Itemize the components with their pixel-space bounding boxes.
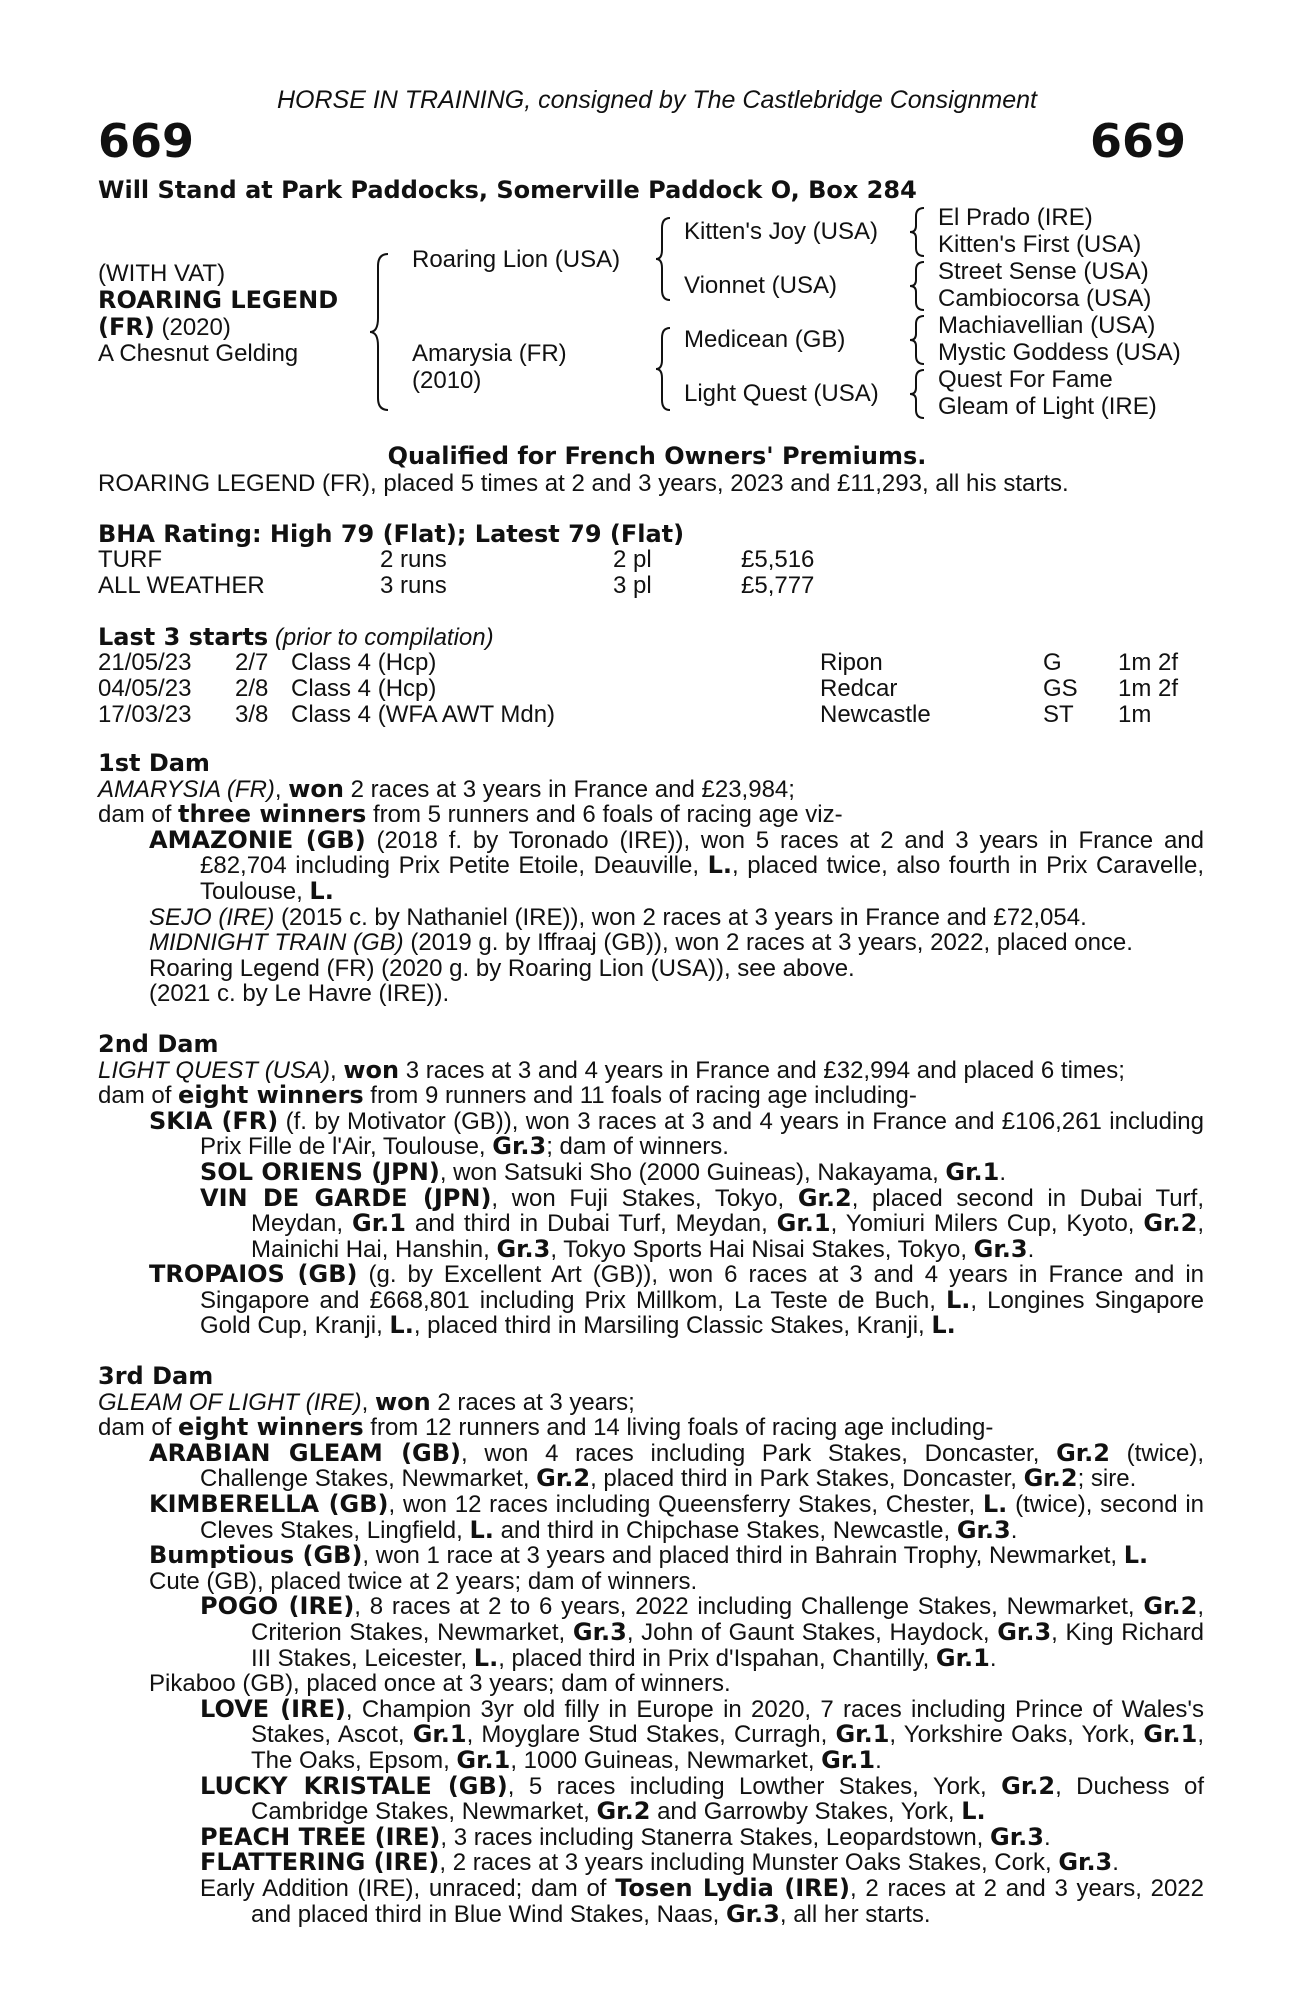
offspring-entry: POGO (IRE), 8 races at 2 to 6 years, 2022 including Challenge Stakes, Newmarket, Gr.2, Criterion Stakes, Newmarket, Gr.3, John of Gaunt Stakes, Haydock, Gr.3, King Richard III Stakes, Leicester, L., placed third in Prix d'Ispahan, Chantilly, Gr.1. bbox=[200, 1592, 1204, 1672]
offspring-text: , Longines Singapore Gold Cup, Kranji, bbox=[200, 1286, 1205, 1340]
sire-name: Roaring Lion (USA) bbox=[412, 246, 621, 273]
offspring-text: Early Addition (IRE), unraced; dam of bbox=[200, 1874, 616, 1902]
third-dam-record: GLEAM OF LIGHT (IRE), won 2 races at 3 years; bbox=[98, 1387, 635, 1416]
winners-count: eight winners bbox=[178, 1081, 364, 1110]
section-gap bbox=[98, 1007, 1204, 1032]
offspring-name: PEACH TREE (IRE) bbox=[200, 1822, 441, 1851]
sire-dam: Vionnet (USA) bbox=[684, 272, 837, 299]
pedigree-brace-g3 bbox=[908, 314, 928, 366]
offspring-entry: VIN DE GARDE (JPN), won Fuji Stakes, Tokyo, Gr.2, placed second in Dubai Turf, Meydan, Gr.1 and third in Dubai Turf, Meydan, Gr.1, Yomiuri Milers Cup, Kyoto, Gr.2, Mainichi Hai, Hanshin, Gr.3, Tokyo Sports Hai Nisai Stakes, Tokyo, Gr.3. bbox=[200, 1183, 1205, 1263]
dam-sections bbox=[98, 751, 1204, 1927]
offspring-name: FLATTERING (IRE) bbox=[200, 1848, 440, 1877]
offspring-entry: KIMBERELLA (GB), won 12 races including Queensferry Stakes, Chester, L. (twice), second in Cleves Stakes, Lingfield, L. and third in Chipchase Stakes, Newcastle, Gr.3. bbox=[149, 1490, 1204, 1544]
first-dam-record: AMARYSIA (FR), won 2 races at 3 years in France and £23,984; bbox=[98, 774, 795, 803]
offspring-text: , won 1 race at 3 years and placed third in Bahrain Trophy, Newmarket, bbox=[362, 1542, 1124, 1570]
offspring-text: and Garrowby Stakes, York, bbox=[650, 1798, 962, 1826]
second-dam-heading: 2nd Dam bbox=[98, 1029, 219, 1058]
group-mark: Gr.2 bbox=[536, 1464, 591, 1493]
offspring-text: , Champion 3yr old filly in Europe in 2020, 7 races including Prince of Wales's Stakes, Ascot, bbox=[251, 1695, 1205, 1749]
rating-prize: £5,777 bbox=[741, 572, 815, 599]
listed-mark: L. bbox=[961, 1797, 986, 1826]
offspring-text: , Moyglare Stud Stakes, Curragh, bbox=[466, 1721, 836, 1749]
dam-year: (2010) bbox=[412, 367, 482, 394]
offspring-text: , Tokyo Sports Hai Nisai Stakes, Tokyo, bbox=[550, 1235, 974, 1263]
offspring-text: , Yorkshire Oaks, York, bbox=[889, 1721, 1144, 1749]
start-date: 04/05/23 bbox=[98, 675, 192, 702]
offspring-text: ; dam of winners. bbox=[546, 1133, 729, 1161]
listed-mark: L. bbox=[707, 851, 732, 880]
offspring-text: , Duchess of Cambridge Stakes, Newmarket, bbox=[251, 1772, 1205, 1826]
rating-runs: 3 runs bbox=[380, 572, 447, 599]
group-mark: Gr.3 bbox=[973, 1234, 1028, 1263]
offspring-text: , placed twice, also fourth in Prix Caravelle, Toulouse, bbox=[200, 852, 1204, 905]
offspring-text: (twice), second in Cleves Stakes, Lingfield, bbox=[200, 1491, 1204, 1544]
offspring-name: LUCKY KRISTALE (GB) bbox=[200, 1771, 508, 1800]
group-mark: Gr.2 bbox=[1143, 1592, 1198, 1621]
first-dam-produce bbox=[98, 802, 1204, 828]
offspring-text: and third in Chipchase Stakes, Newcastle, bbox=[493, 1516, 957, 1544]
start-going: GS bbox=[1043, 675, 1078, 702]
second-dam-record: LIGHT QUEST (USA), won 3 races at 3 and 4 years in France and £32,994 and placed 6 times; bbox=[98, 1055, 1125, 1084]
start-going: ST bbox=[1043, 701, 1074, 728]
group-mark: Gr.1 bbox=[352, 1209, 406, 1238]
start-position: 2/7 bbox=[235, 649, 269, 676]
group-mark: Gr.1 bbox=[1143, 1720, 1198, 1749]
rating-prize: £5,516 bbox=[741, 546, 815, 573]
start-going: G bbox=[1043, 649, 1062, 676]
offspring-text: , all her starts. bbox=[779, 1900, 931, 1928]
offspring-text: , placed third in Park Stakes, Doncaster, bbox=[590, 1465, 1024, 1493]
rating-runs: 2 runs bbox=[380, 546, 447, 573]
offspring-entry: FLATTERING (IRE), 2 races at 3 years including Munster Oaks Stakes, Cork, Gr.3. bbox=[200, 1848, 1119, 1877]
rating-surface: TURF bbox=[98, 546, 162, 573]
last-starts-heading: Last 3 starts bbox=[98, 623, 269, 651]
dam-name: Amarysia (FR) bbox=[412, 340, 567, 367]
group-mark: Gr.3 bbox=[725, 1899, 780, 1928]
offspring-entry: Roaring Legend (FR) (2020 g. by Roaring Lion (USA)), see above. bbox=[149, 954, 855, 982]
premiums-note: Qualified for French Owners' Premiums. bbox=[387, 442, 927, 470]
group-mark: Gr.1 bbox=[776, 1209, 831, 1238]
offspring-text: , placed third in Prix d'Ispahan, Chantilly, bbox=[498, 1644, 936, 1672]
offspring-text: , 1000 Guineas, Newmarket, bbox=[510, 1746, 822, 1774]
offspring-text: (2019 g. by Iffraaj (GB)), won 2 races at 3 years, 2022, placed once. bbox=[403, 929, 1133, 957]
listed-mark: L. bbox=[1123, 1541, 1149, 1570]
stand-location: Will Stand at Park Paddocks, Somerville Paddock O, Box 284 bbox=[98, 176, 917, 204]
listed-mark: L. bbox=[982, 1490, 1008, 1519]
offspring-entry: PEACH TREE (IRE), 3 races including Stanerra Stakes, Leopardstown, Gr.3. bbox=[200, 1822, 1051, 1851]
second-dam-name: LIGHT QUEST (USA) bbox=[98, 1056, 331, 1084]
start-distance: 1m 2f bbox=[1118, 649, 1179, 676]
dam-of-label: dam of bbox=[98, 1414, 179, 1442]
listed-mark: L. bbox=[389, 1311, 414, 1340]
grandsire-2: Kitten's First (USA) bbox=[938, 231, 1142, 258]
group-mark: Gr.3 bbox=[990, 1822, 1044, 1851]
winners-rest: from 12 runners and 14 living foals of racing age including- bbox=[363, 1414, 994, 1442]
last-starts-title bbox=[98, 623, 494, 652]
offspring-name: SEJO (IRE) bbox=[149, 903, 275, 931]
listed-mark: L. bbox=[309, 876, 334, 905]
start-distance: 1m bbox=[1118, 701, 1152, 728]
won-label: won bbox=[288, 774, 344, 803]
consignment-line: HORSE IN TRAINING, consigned by The Castlebridge Consignment bbox=[276, 86, 1038, 114]
horse-year: (2020) bbox=[154, 314, 231, 341]
winners-rest: from 9 runners and 11 foals of racing age including- bbox=[363, 1082, 917, 1110]
rating-placed: 2 pl bbox=[613, 546, 652, 573]
offspring-text: (2015 c. by Nathaniel (IRE)), won 2 races at 3 years in France and £72,054. bbox=[274, 903, 1087, 931]
offspring-entry: (2021 c. by Le Havre (IRE)). bbox=[149, 980, 450, 1008]
horse-name: ROARING LEGEND bbox=[98, 286, 339, 314]
group-mark: Gr.1 bbox=[935, 1643, 990, 1672]
offspring-name: ARABIAN GLEAM (GB) bbox=[149, 1438, 462, 1467]
last-starts-subtitle: (prior to compilation) bbox=[268, 624, 494, 651]
listed-mark: L. bbox=[469, 1515, 494, 1544]
pedigree-brace-sire bbox=[654, 216, 674, 302]
offspring-text: , King Richard III Stakes, Leicester, bbox=[251, 1619, 1204, 1672]
offspring-entry: Pikaboo (GB), placed once at 3 years; dam of winners. bbox=[149, 1670, 731, 1698]
offspring-text: , placed second in Dubai Turf, Meydan, bbox=[251, 1184, 1204, 1238]
offspring-name: KIMBERELLA (GB) bbox=[149, 1490, 389, 1519]
group-mark: Gr.3 bbox=[956, 1515, 1011, 1544]
second-dam-record-text: 3 races at 3 and 4 years in France and £32,994 and placed 6 times; bbox=[399, 1056, 1125, 1084]
offspring-text: , 8 races at 2 to 6 years, 2022 including Challenge Stakes, Newmarket, bbox=[354, 1593, 1144, 1621]
lot-number-right: 669 bbox=[1090, 114, 1187, 168]
third-dam-record-text: 2 races at 3 years; bbox=[430, 1388, 635, 1416]
grandsire-7: Quest For Fame bbox=[938, 366, 1113, 393]
group-mark: Gr.2 bbox=[1023, 1464, 1078, 1493]
pedigree-brace-g4 bbox=[908, 368, 928, 420]
offspring-name: POGO (IRE) bbox=[200, 1592, 355, 1621]
offspring-text: , placed third in Marsiling Classic Stakes, Kranji, bbox=[413, 1312, 932, 1340]
group-mark: Gr.1 bbox=[945, 1157, 1000, 1186]
group-mark: Gr.1 bbox=[835, 1720, 890, 1749]
grandsire-6: Mystic Goddess (USA) bbox=[938, 339, 1181, 366]
offspring-name: SOL ORIENS (JPN) bbox=[200, 1157, 440, 1186]
vat-label: (WITH VAT) bbox=[98, 260, 226, 287]
offspring-entry bbox=[98, 1771, 1205, 1826]
listed-mark: L. bbox=[945, 1285, 971, 1314]
third-dam-produce bbox=[98, 1415, 1204, 1441]
start-course: Redcar bbox=[820, 675, 898, 702]
grandsire-8: Gleam of Light (IRE) bbox=[938, 393, 1157, 420]
group-mark: Gr.2 bbox=[797, 1183, 852, 1212]
offspring-text: and third in Dubai Turf, Meydan, bbox=[405, 1210, 777, 1238]
third-dam-heading: 3rd Dam bbox=[98, 1362, 214, 1391]
offspring-text: , The Oaks, Epsom, bbox=[251, 1721, 1205, 1774]
section-gap bbox=[98, 1339, 1204, 1364]
offspring-text: , won Fuji Stakes, Tokyo, bbox=[491, 1184, 798, 1212]
first-dam-name: AMARYSIA (FR) bbox=[98, 775, 275, 803]
offspring-text: , 3 races including Stanerra Stakes, Leopardstown, bbox=[440, 1823, 991, 1851]
offspring-entry bbox=[98, 930, 1204, 956]
race-summary: ROARING LEGEND (FR), placed 5 times at 2 and 3 years, 2023 and £11,293, all his starts. bbox=[98, 470, 1069, 497]
grandsire-1: El Prado (IRE) bbox=[938, 204, 1093, 231]
offspring-text: ; sire. bbox=[1077, 1465, 1137, 1493]
offspring-name: Tosen Lydia (IRE) bbox=[615, 1873, 850, 1902]
pedigree-brace-g2 bbox=[908, 260, 928, 312]
offspring-entry bbox=[98, 1438, 1205, 1493]
offspring-text: (2018 f. by Toronado (IRE)), won 5 races at 2 and 3 years in France and £82,704 including Prix Petite Etoile, Deauville, bbox=[200, 826, 1204, 880]
offspring-entry bbox=[98, 1873, 1204, 1928]
group-mark: Gr.2 bbox=[1143, 1209, 1198, 1238]
offspring-text: , 5 races including Lowther Stakes, York, bbox=[507, 1772, 1002, 1800]
group-mark: Gr.1 bbox=[456, 1745, 511, 1774]
offspring-text: , won Satsuki Sho (2000 Guineas), Nakayama, bbox=[439, 1158, 946, 1186]
offspring-name: SKIA (FR) bbox=[149, 1106, 279, 1135]
group-mark: Gr.3 bbox=[1058, 1848, 1113, 1877]
start-race: Class 4 (Hcp) bbox=[291, 649, 437, 676]
group-mark: Gr.2 bbox=[596, 1797, 651, 1826]
offspring-entry bbox=[98, 1262, 1204, 1339]
start-date: 21/05/23 bbox=[98, 649, 192, 676]
offspring-entry bbox=[98, 1106, 1204, 1161]
dam-of-label: dam of bbox=[98, 1082, 179, 1110]
start-distance: 1m 2f bbox=[1118, 675, 1179, 702]
start-course: Newcastle bbox=[820, 701, 931, 728]
group-mark: Gr.2 bbox=[1056, 1438, 1110, 1467]
third-dam-name: GLEAM OF LIGHT (IRE) bbox=[98, 1388, 362, 1416]
horse-description: A Chesnut Gelding bbox=[98, 340, 299, 367]
winners-count: eight winners bbox=[178, 1413, 364, 1442]
winners-rest: from 5 runners and 6 foals of racing age viz- bbox=[366, 801, 843, 829]
offspring-entry bbox=[98, 905, 1204, 931]
dam-sire: Medicean (GB) bbox=[684, 326, 846, 353]
grandsire-4: Cambiocorsa (USA) bbox=[938, 285, 1152, 312]
start-position: 3/8 bbox=[235, 701, 269, 728]
group-mark: Gr.3 bbox=[572, 1618, 627, 1646]
offspring-text: (g. by Excellent Art (GB)), won 6 races at 3 and 4 years in France and in Singapore and £668,801 including Prix Millkom, La Teste de Buch, bbox=[200, 1261, 1204, 1314]
offspring-text: , Yomiuri Milers Cup, Kyoto, bbox=[830, 1210, 1144, 1238]
grandsire-3: Street Sense (USA) bbox=[938, 258, 1149, 285]
offspring-text: , John of Gaunt Stakes, Haydock, bbox=[626, 1619, 998, 1646]
pedigree-brace-g1 bbox=[908, 206, 928, 258]
offspring-text: , Criterion Stakes, Newmarket, bbox=[251, 1593, 1204, 1646]
pedigree-brace-dam bbox=[654, 326, 674, 412]
start-course: Ripon bbox=[820, 649, 883, 676]
offspring-name: AMAZONIE (GB) bbox=[149, 825, 366, 854]
offspring-entry: Cute (GB), placed twice at 2 years; dam of winners. bbox=[149, 1567, 698, 1595]
offspring-text: , won 12 races including Queensferry Stakes, Chester, bbox=[388, 1491, 983, 1519]
offspring-entry: LOVE (IRE), Champion 3yr old filly in Europe in 2020, 7 races including Prince of Wales's Stakes, Ascot, Gr.1, Moyglare Stud Stakes, Curragh, Gr.1, Yorkshire Oaks, York, Gr.1, The Oaks, Epsom, Gr.1, 1000 Guineas, Newmarket, Gr.1. bbox=[200, 1694, 1205, 1774]
offspring-entry bbox=[98, 825, 1204, 905]
dam-dam: Light Quest (USA) bbox=[684, 380, 879, 407]
start-race: Class 4 (WFA AWT Mdn) bbox=[291, 701, 556, 728]
start-position: 2/8 bbox=[235, 675, 269, 702]
first-dam-record-text: 2 races at 3 years in France and £23,984; bbox=[344, 775, 795, 803]
won-label: won bbox=[374, 1387, 431, 1416]
horse-country-year bbox=[98, 313, 231, 342]
grandsire-5: Machiavellian (USA) bbox=[938, 312, 1156, 339]
group-mark: Gr.3 bbox=[496, 1234, 551, 1263]
offspring-entry bbox=[98, 1543, 1204, 1569]
offspring-text: , won 4 races including Park Stakes, Doncaster, bbox=[461, 1439, 1057, 1467]
offspring-text: (f. by Motivator (GB)), won 3 races at 3 and 4 years in France and £106,261 including Prix Fille de l'Air, Toulouse, bbox=[200, 1107, 1204, 1161]
offspring-name: Bumptious (GB) bbox=[149, 1541, 363, 1570]
group-mark: Gr.3 bbox=[492, 1132, 547, 1161]
offspring-text: (twice), Challenge Stakes, Newmarket, bbox=[200, 1439, 1205, 1493]
sire-sire: Kitten's Joy (USA) bbox=[684, 218, 878, 245]
offspring-name: TROPAIOS (GB) bbox=[149, 1260, 358, 1289]
offspring-text: , 2 races at 3 years including Munster Oaks Stakes, Cork, bbox=[439, 1849, 1059, 1877]
offspring-name: VIN DE GARDE (JPN) bbox=[200, 1183, 492, 1212]
offspring-text: , Mainichi Hai, Hanshin, bbox=[251, 1210, 1205, 1263]
offspring-entry: SOL ORIENS (JPN), won Satsuki Sho (2000 Guineas), Nakayama, Gr.1. bbox=[200, 1157, 1007, 1186]
horse-country: (FR) bbox=[98, 313, 155, 341]
first-dam-heading: 1st Dam bbox=[98, 749, 210, 777]
listed-mark: L. bbox=[931, 1311, 956, 1340]
rating-surface: ALL WEATHER bbox=[98, 572, 265, 599]
winners-count: three winners bbox=[178, 800, 367, 829]
start-race: Class 4 (Hcp) bbox=[291, 675, 437, 702]
rating-placed: 3 pl bbox=[613, 572, 652, 599]
group-mark: Gr.3 bbox=[997, 1618, 1052, 1646]
offspring-name: MIDNIGHT TRAIN (GB) bbox=[149, 929, 404, 957]
won-label: won bbox=[343, 1055, 400, 1084]
offspring-text: , 2 races at 2 and 3 years, 2022 and placed third in Blue Wind Stakes, Naas, bbox=[251, 1874, 1204, 1928]
pedigree-brace-main bbox=[368, 252, 392, 412]
second-dam-produce bbox=[98, 1083, 1204, 1109]
lot-number-left: 669 bbox=[98, 114, 195, 168]
listed-mark: L. bbox=[473, 1643, 499, 1672]
group-mark: Gr.1 bbox=[412, 1720, 467, 1749]
offspring-name: LOVE (IRE) bbox=[200, 1694, 346, 1723]
group-mark: Gr.2 bbox=[1001, 1771, 1056, 1800]
group-mark: Gr.1 bbox=[821, 1745, 876, 1774]
start-date: 17/03/23 bbox=[98, 701, 192, 728]
bha-rating-title: BHA Rating: High 79 (Flat); Latest 79 (Flat) bbox=[98, 520, 685, 548]
dam-of-label: dam of bbox=[98, 801, 179, 829]
